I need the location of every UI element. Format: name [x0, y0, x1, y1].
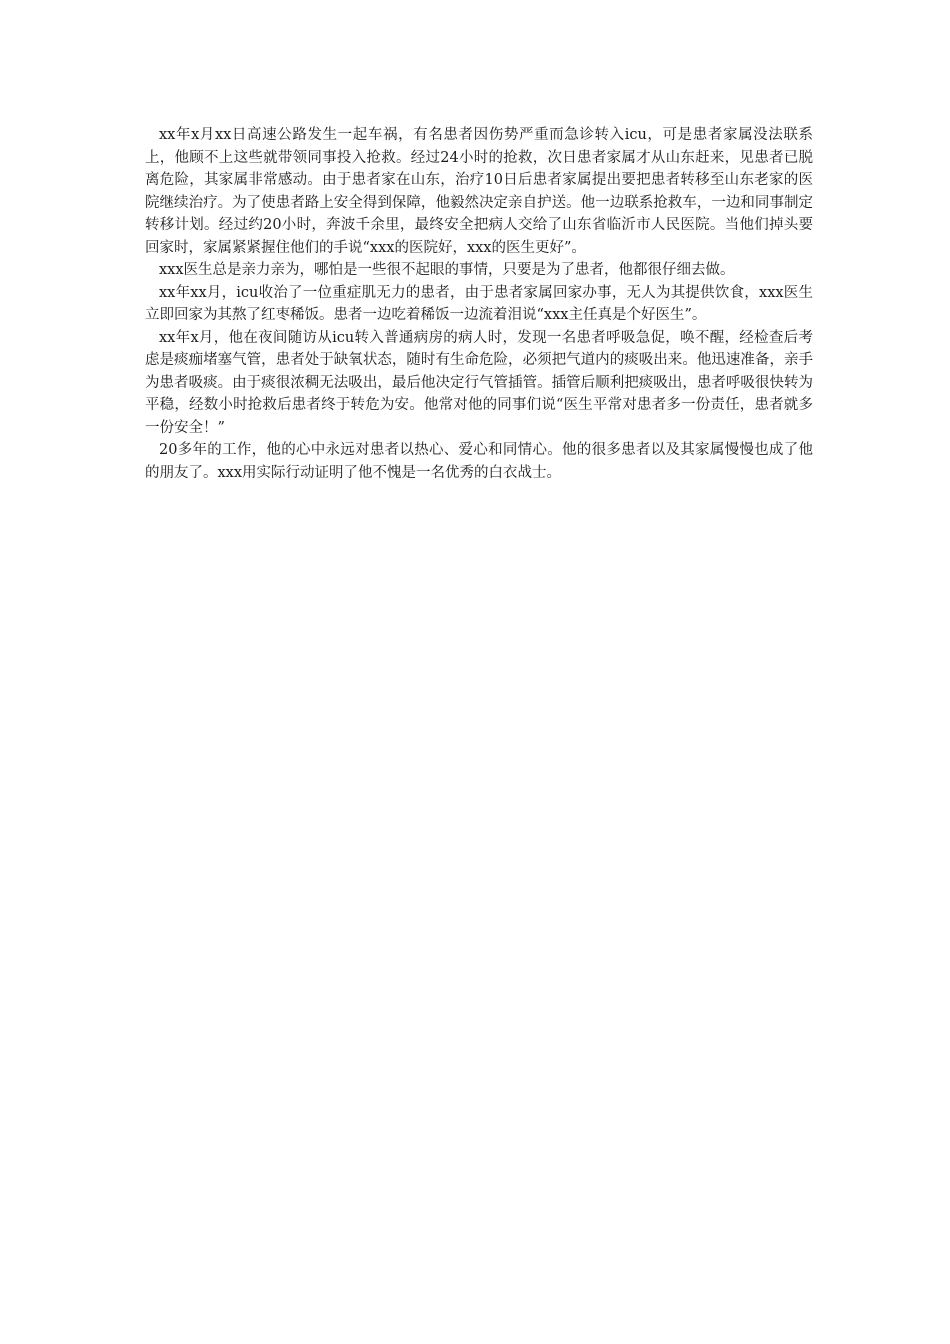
paragraph-conclusion: 20多年的工作，他的心中永远对患者以热心、爱心和同情心。他的很多患者以及其家属慢慢也成了他的朋友了。xxx用实际行动证明了他不愧是一名优秀的白衣战士。 [145, 442, 813, 481]
paragraph-night-visit: xx年x月，他在夜间随访从icu转入普通病房的病人时，发现一名患者呼吸急促，唤不醒，经检查后考虑是痰痂堵塞气管，患者处于缺氧状态，随时有生命危险，必须把气道内的痰吸出来。他迅速准备，亲手为患者吸痰。由于痰很浓稠无法吸出，最后他决定行气管插管。插管后顺利把痰吸出，患者呼吸很快转为平稳，经数小时抢救后患者终于转危为安。他常对他的同事们说“医生平常对患者多一份责任，患者就多一份安全！” [145, 329, 813, 436]
paragraph-porridge: xx年xx月，icu收治了一位重症肌无力的患者，由于患者家属回家办事，无人为其提供饮食，xxx医生立即回家为其熬了红枣稀饭。患者一边吃着稀饭一边流着泪说“xxx主任真是个好医生”。 [145, 284, 813, 323]
paragraph-car-accident: xx年x月xx日高速公路发生一起车祸，有名患者因伤势严重而急诊转入icu，可是患者家属没法联系上，他顾不上这些就带领同事投入抢救。经过24小时的抢救，次日患者家属才从山东赶来，见患者已脱离危险，其家属非常感动。由于患者家在山东，治疗10日后患者家属提出要把患者转移至山东老家的医院继续治疗。为了使患者路上安全得到保障，他毅然决定亲自护送。他一边联系抢救车，一边和同事制定转移计划。经过约20小时，奔波千余里，最终安全把病人交给了山东省临沂市人民医院。当他们掉头要回家时，家属紧紧握住他们的手说“xxx的医院好，xxx的医生更好”。 [145, 127, 813, 256]
paragraph-hands-on: xxx医生总是亲力亲为，哪怕是一些很不起眼的事情，只要是为了患者，他都很仔细去做。 [159, 262, 735, 278]
document-body [145, 124, 813, 484]
